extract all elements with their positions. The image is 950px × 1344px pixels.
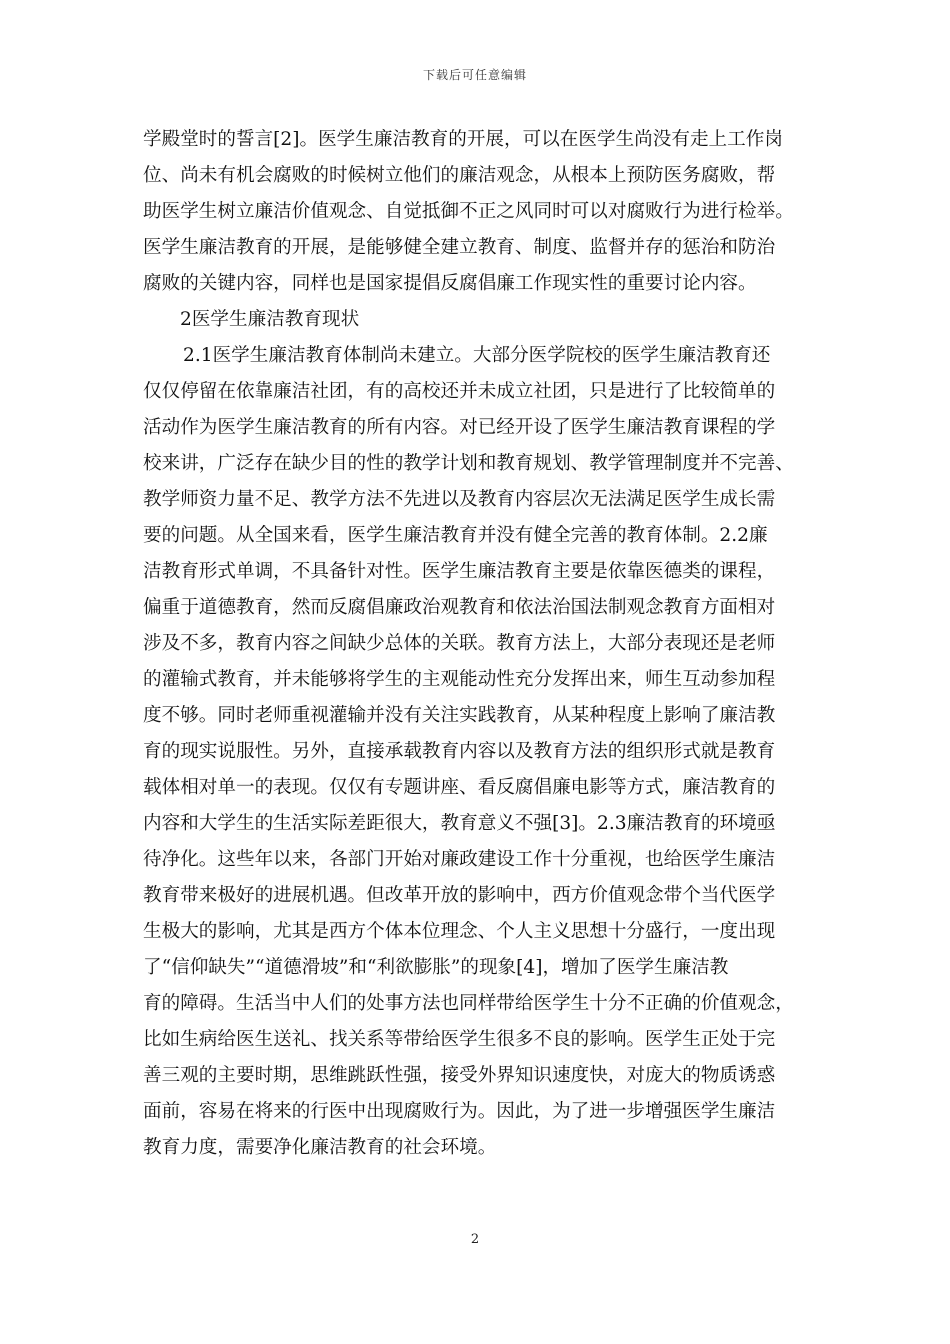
text-line: 腐败的关键内容，同样也是国家提倡反腐倡廉工作现实性的重要讨论内容。 bbox=[143, 273, 757, 294]
text-line: 助医学生树立廉洁价值观念、自觉抵御不正之风同时可以对腐败行为进行检举。 bbox=[143, 201, 794, 222]
text-line: 校来讲，广泛存在缺少目的性的教学计划和教育规划、教学管理制度并不完善、 bbox=[143, 453, 794, 474]
text-line: 教育力度，需要净化廉洁教育的社会环境。 bbox=[143, 1137, 497, 1158]
text-line: 载体相对单一的表现。仅仅有专题讲座、看反腐倡廉电影等方式，廉洁教育的 bbox=[143, 777, 776, 798]
text-line: 医学生廉洁教育的开展，是能够健全建立教育、制度、监督并存的惩治和防治 bbox=[143, 237, 776, 258]
text-line: 了“信仰缺失”“道德滑坡”和“利欲膨胀”的现象[4]，增加了医学生廉洁教 bbox=[143, 957, 729, 978]
text-line: 教育带来极好的进展机遇。但改革开放的影响中，西方价值观念带个当代医学 bbox=[143, 885, 776, 906]
text-line: 面前，容易在将来的行医中出现腐败行为。因此，为了进一步增强医学生廉洁 bbox=[143, 1101, 776, 1122]
page-header-note: 下载后可任意编辑 bbox=[422, 68, 527, 82]
text-line: 学殿堂时的誓言[2]。医学生廉洁教育的开展，可以在医学生尚没有走上工作岗 bbox=[143, 129, 783, 150]
page-number: 2 bbox=[470, 1232, 480, 1247]
text-line: 生极大的影响，尤其是西方个体本位理念、个人主义思想十分盛行，一度出现 bbox=[143, 921, 776, 942]
text-line: 育的障碍。生活当中人们的处事方法也同样带给医学生十分不正确的价值观念， bbox=[143, 993, 794, 1014]
text-line: 的灌输式教育，并未能够将学生的主观能动性充分发挥出来，师生互动参加程 bbox=[143, 669, 776, 690]
section-heading: 2医学生廉洁教育现状 bbox=[180, 309, 360, 330]
text-line: 洁教育形式单调，不具备针对性。医学生廉洁教育主要是依靠医德类的课程， bbox=[143, 561, 776, 582]
text-line: 善三观的主要时期，思维跳跃性强，接受外界知识速度快，对庞大的物质诱惑 bbox=[143, 1065, 776, 1086]
text-line: 待净化。这些年以来，各部门开始对廉政建设工作十分重视，也给医学生廉洁 bbox=[143, 849, 776, 870]
text-line: 教学师资力量不足、教学方法不先进以及教育内容层次无法满足医学生成长需 bbox=[143, 489, 776, 510]
text-line: 育的现实说服性。另外，直接承载教育内容以及教育方法的组织形式就是教育 bbox=[143, 741, 776, 762]
text-line: 要的问题。从全国来看，医学生廉洁教育并没有健全完善的教育体制。2.2廉 bbox=[143, 525, 768, 546]
text-line: 活动作为医学生廉洁教育的所有内容。对已经开设了医学生廉洁教育课程的学 bbox=[143, 417, 776, 438]
text-line: 仅仅停留在依靠廉洁社团，有的高校还并未成立社团，只是进行了比较简单的 bbox=[143, 381, 776, 402]
text-line: 内容和大学生的生活实际差距很大，教育意义不强[3]。2.3廉洁教育的环境亟 bbox=[143, 813, 776, 834]
text-line: 偏重于道德教育，然而反腐倡廉政治观教育和依法治国法制观念教育方面相对 bbox=[143, 597, 776, 618]
text-line: 涉及不多，教育内容之间缺少总体的关联。教育方法上，大部分表现还是老师 bbox=[143, 633, 776, 654]
text-line: 位、尚未有机会腐败的时候树立他们的廉洁观念，从根本上预防医务腐败，帮 bbox=[143, 165, 776, 186]
text-line: 2.1医学生廉洁教育体制尚未建立。大部分医学院校的医学生廉洁教育还 bbox=[183, 345, 771, 366]
text-line: 比如生病给医生送礼、找关系等带给医学生很多不良的影响。医学生正处于完 bbox=[143, 1029, 776, 1050]
text-line: 度不够。同时老师重视灌输并没有关注实践教育，从某种程度上影响了廉洁教 bbox=[143, 705, 776, 726]
